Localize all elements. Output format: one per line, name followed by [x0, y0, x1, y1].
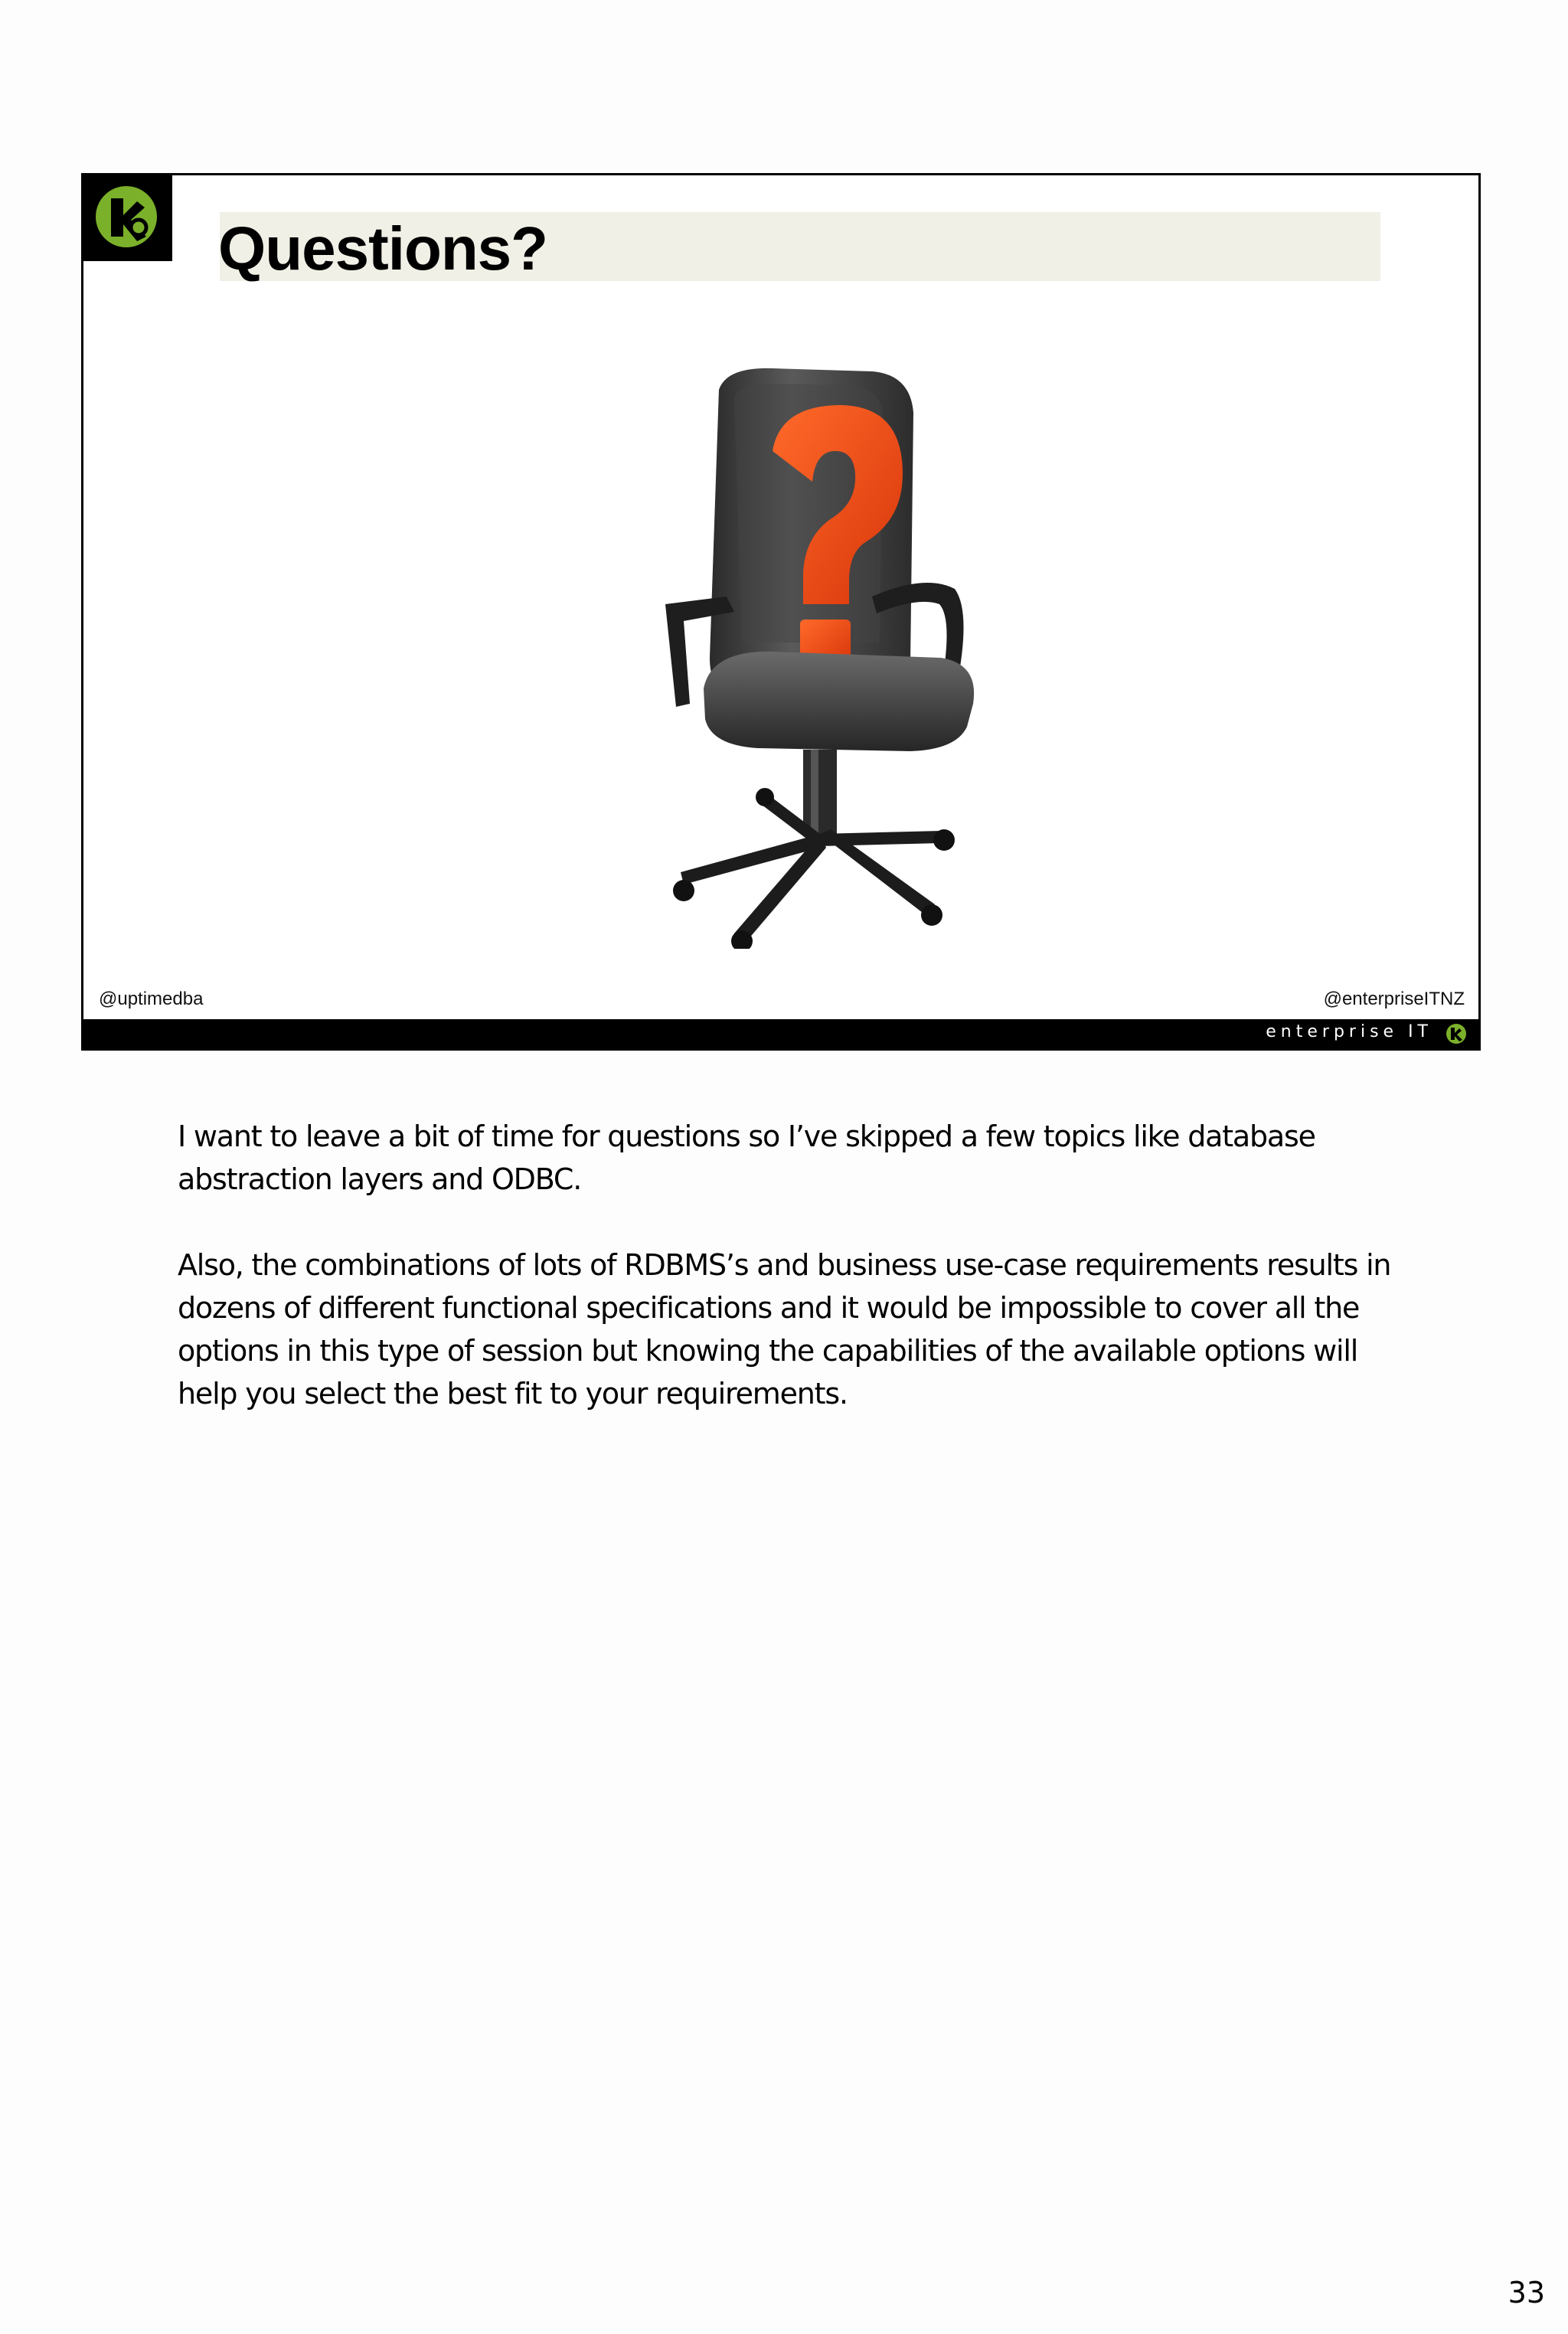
notes-paragraph-2: Also, the combinations of lots of RDBMS’s and business use-case requirements results in dozens of different functional specifications and it would be impossible to cover all the options in this type of session but knowing the capabilities of the available options will help you select the best fit to your requirements.: [178, 1248, 1391, 1411]
speaker-notes: [178, 1115, 1418, 1458]
handle-right: @enterpriseITNZ: [1323, 989, 1465, 1009]
footer-bar: [83, 1019, 1478, 1048]
brand-logo-icon: [1443, 1022, 1469, 1045]
page-number: 33: [1508, 2276, 1545, 2309]
office-chair-question-image: [619, 367, 1018, 949]
slide-title: Questions?: [218, 214, 548, 283]
slide-frame: [81, 173, 1481, 1051]
handle-left: @uptimedba: [99, 989, 204, 1009]
notes-paragraph-1: I want to leave a bit of time for questions so I’ve skipped a few topics like database abstraction layers and ODBC.: [178, 1120, 1315, 1196]
logo-icon: [83, 175, 172, 261]
brand-label: enterprise IT: [1266, 1022, 1432, 1041]
